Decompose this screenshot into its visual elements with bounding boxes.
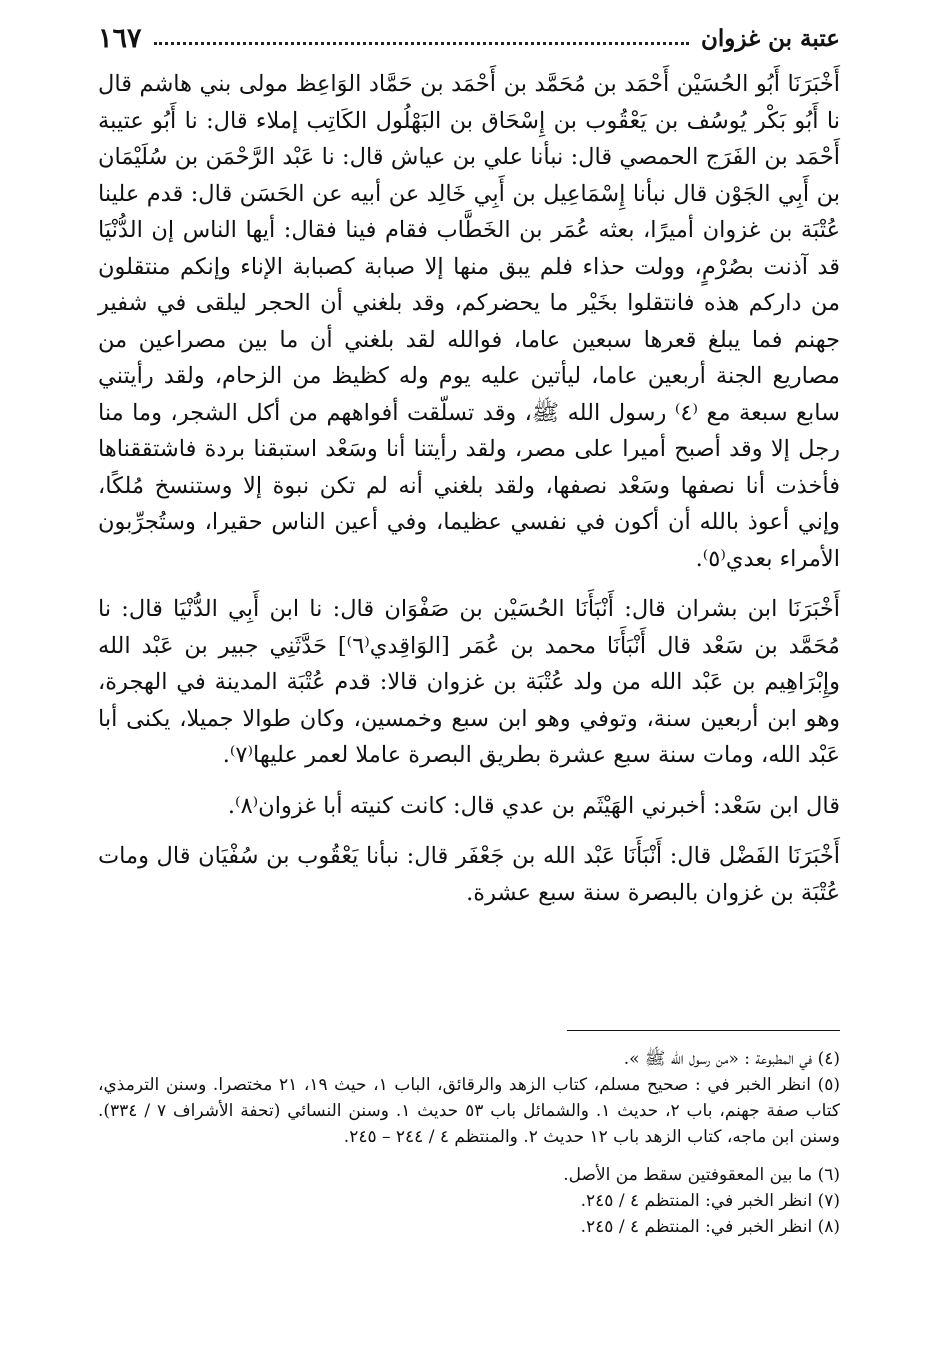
footnote: (٤) في المطبوعة : «من رسول الله ﷺ ».: [623, 1049, 840, 1069]
paragraph: أَخْبَرَنَا الفَضْل قال: أَنْبَأَنَا عَبْد الله بن جَعْفَر قال: نبأنا يَعْقُوب بن سُفْيَان قال ومات عُتْبَة بن غزوان بالبصرة سنة سبع عشرة.: [98, 843, 840, 906]
paragraph: أَخْبَرَنَا ابن بشران قال: أَنْبَأَنَا الحُسَيْن بن صَفْوَان قال: نا ابن أَبِي الدُّنْيَا قال: نا مُحَمَّد بن سَعْد قال أَنْبَأَنَا محمد بن عُمَر [الوَاقِدي⁽٦⁾] حَدَّثَنِي جبير بن عَبْد الله وإِبْرَاهِيم بن عَبْد الله من ولد عُتْبَة بن غزوان قالا: قدم عُتْبَة المدينة في الهجرة، وهو ابن أربعين سنة، وتوفي وهو ابن سبع وخمسين، وكان طوالا جميلا، يكنى أبا عَبْد الله، ومات سنة سبع عشرة بطريق البصرة عاملا لعمر عليها⁽٧⁾.: [98, 596, 840, 768]
footnote: (٧) انظر الخبر في: المنتظم ٤ / ٢٤٥.: [580, 1191, 840, 1211]
footnote-separator: [567, 1030, 840, 1031]
main-text: [98, 66, 840, 911]
running-title: عتبة بن غزوان: [701, 24, 840, 52]
leader-dots: [154, 32, 690, 45]
footnote: (٥) انظر الخبر في : صحيح مسلم، كتاب الزهد والرقائق، الباب ١، حيث ١٩، ٢١ مختصرا. وسنن الترمذي، كتاب صفة جهنم، باب ٢، حديث ١. والشمائل باب ٥٣ حديث ١. وسنن النسائي (تحفة الأشراف ٧ / ٣٣٤). وسنن ابن ماجه، كتاب الزهد باب ١٢ حديث ٢. والمنتظم ٤ / ٢٤٤ – ٢٤٥.: [98, 1075, 840, 1147]
paragraph: أَخْبَرَنَا أَبُو الحُسَيْن أَحْمَد بن مُحَمَّد بن أَحْمَد بن حَمَّاد الوَاعِظ مولى بني هاشم قال نا أَبُو بَكْر يُوسُف بن يَعْقُوب بن إِسْحَاق بن البَهْلُول الكَاتِب إملاء قال: نا أَبُو عتيبة أَحْمَد بن الفَرَج الحمصي قال: نبأنا علي بن عياش قال: نا عَبْد الرَّحْمَن بن سُلَيْمَان بن أَبِي الجَوْن قال نبأنا إِسْمَاعِيل بن أَبِي خَالِد عن أبيه عن الحَسَن قال: قدم علينا عُتْبَة بن غزوان أميرًا، بعثه عُمَر بن الخَطَّاب فقام فينا فقال: أيها الناس إن الدُّنْيَا قد آذنت بصُرْمٍ، وولت حذاء فلم يبق منها إلا صبابة كصبابة الإناء وإنكم منتقلون من داركم هذه فانتقلوا بخَيْر ما يحضركم، وقد بلغني أن الحجر ليلقى في شفير جهنم فما يبلغ قعرها سبعين عاما، فوالله لقد بلغني أن ما بين مصراعين من مصاريع الجنة أربعين عاما، ليأتين عليه يوم وله كظيظ من الزحام، ولقد رأيتني سابع سبعة مع ⁽٤⁾ رسول الله ﷺ، وقد تسلّقت أفواههم من أكل الشجر، وما منا رجل إلا وقد أصبح أميرا على مصر، ولقد رأيتنا أنا وسَعْد استبقنا بردة فاشتققناها فأخذت أنا نصفها وسَعْد نصفها، ولقد بلغني أنه لم تكن نبوة إلا وستنسخ مُلكًا، وإني أعوذ بالله أن أكون في نفسي عظيما، وفي أعين الناس حقيرا، وستُجرِّبون الأمراء بعدي⁽٥⁾.: [98, 71, 841, 572]
paragraph: قال ابن سَعْد: أخبرني الهَيْثَم بن عدي قال: كانت كنيته أبا غزوان⁽٨⁾.: [227, 792, 840, 819]
footnote: (٦) ما بين المعقوفتين سقط من الأصل.: [563, 1165, 840, 1185]
footnotes: [98, 1046, 840, 1240]
footnote: (٨) انظر الخبر في: المنتظم ٤ / ٢٤٥.: [580, 1217, 840, 1237]
running-header: [98, 18, 840, 58]
page-number: ١٦٧: [98, 22, 142, 54]
